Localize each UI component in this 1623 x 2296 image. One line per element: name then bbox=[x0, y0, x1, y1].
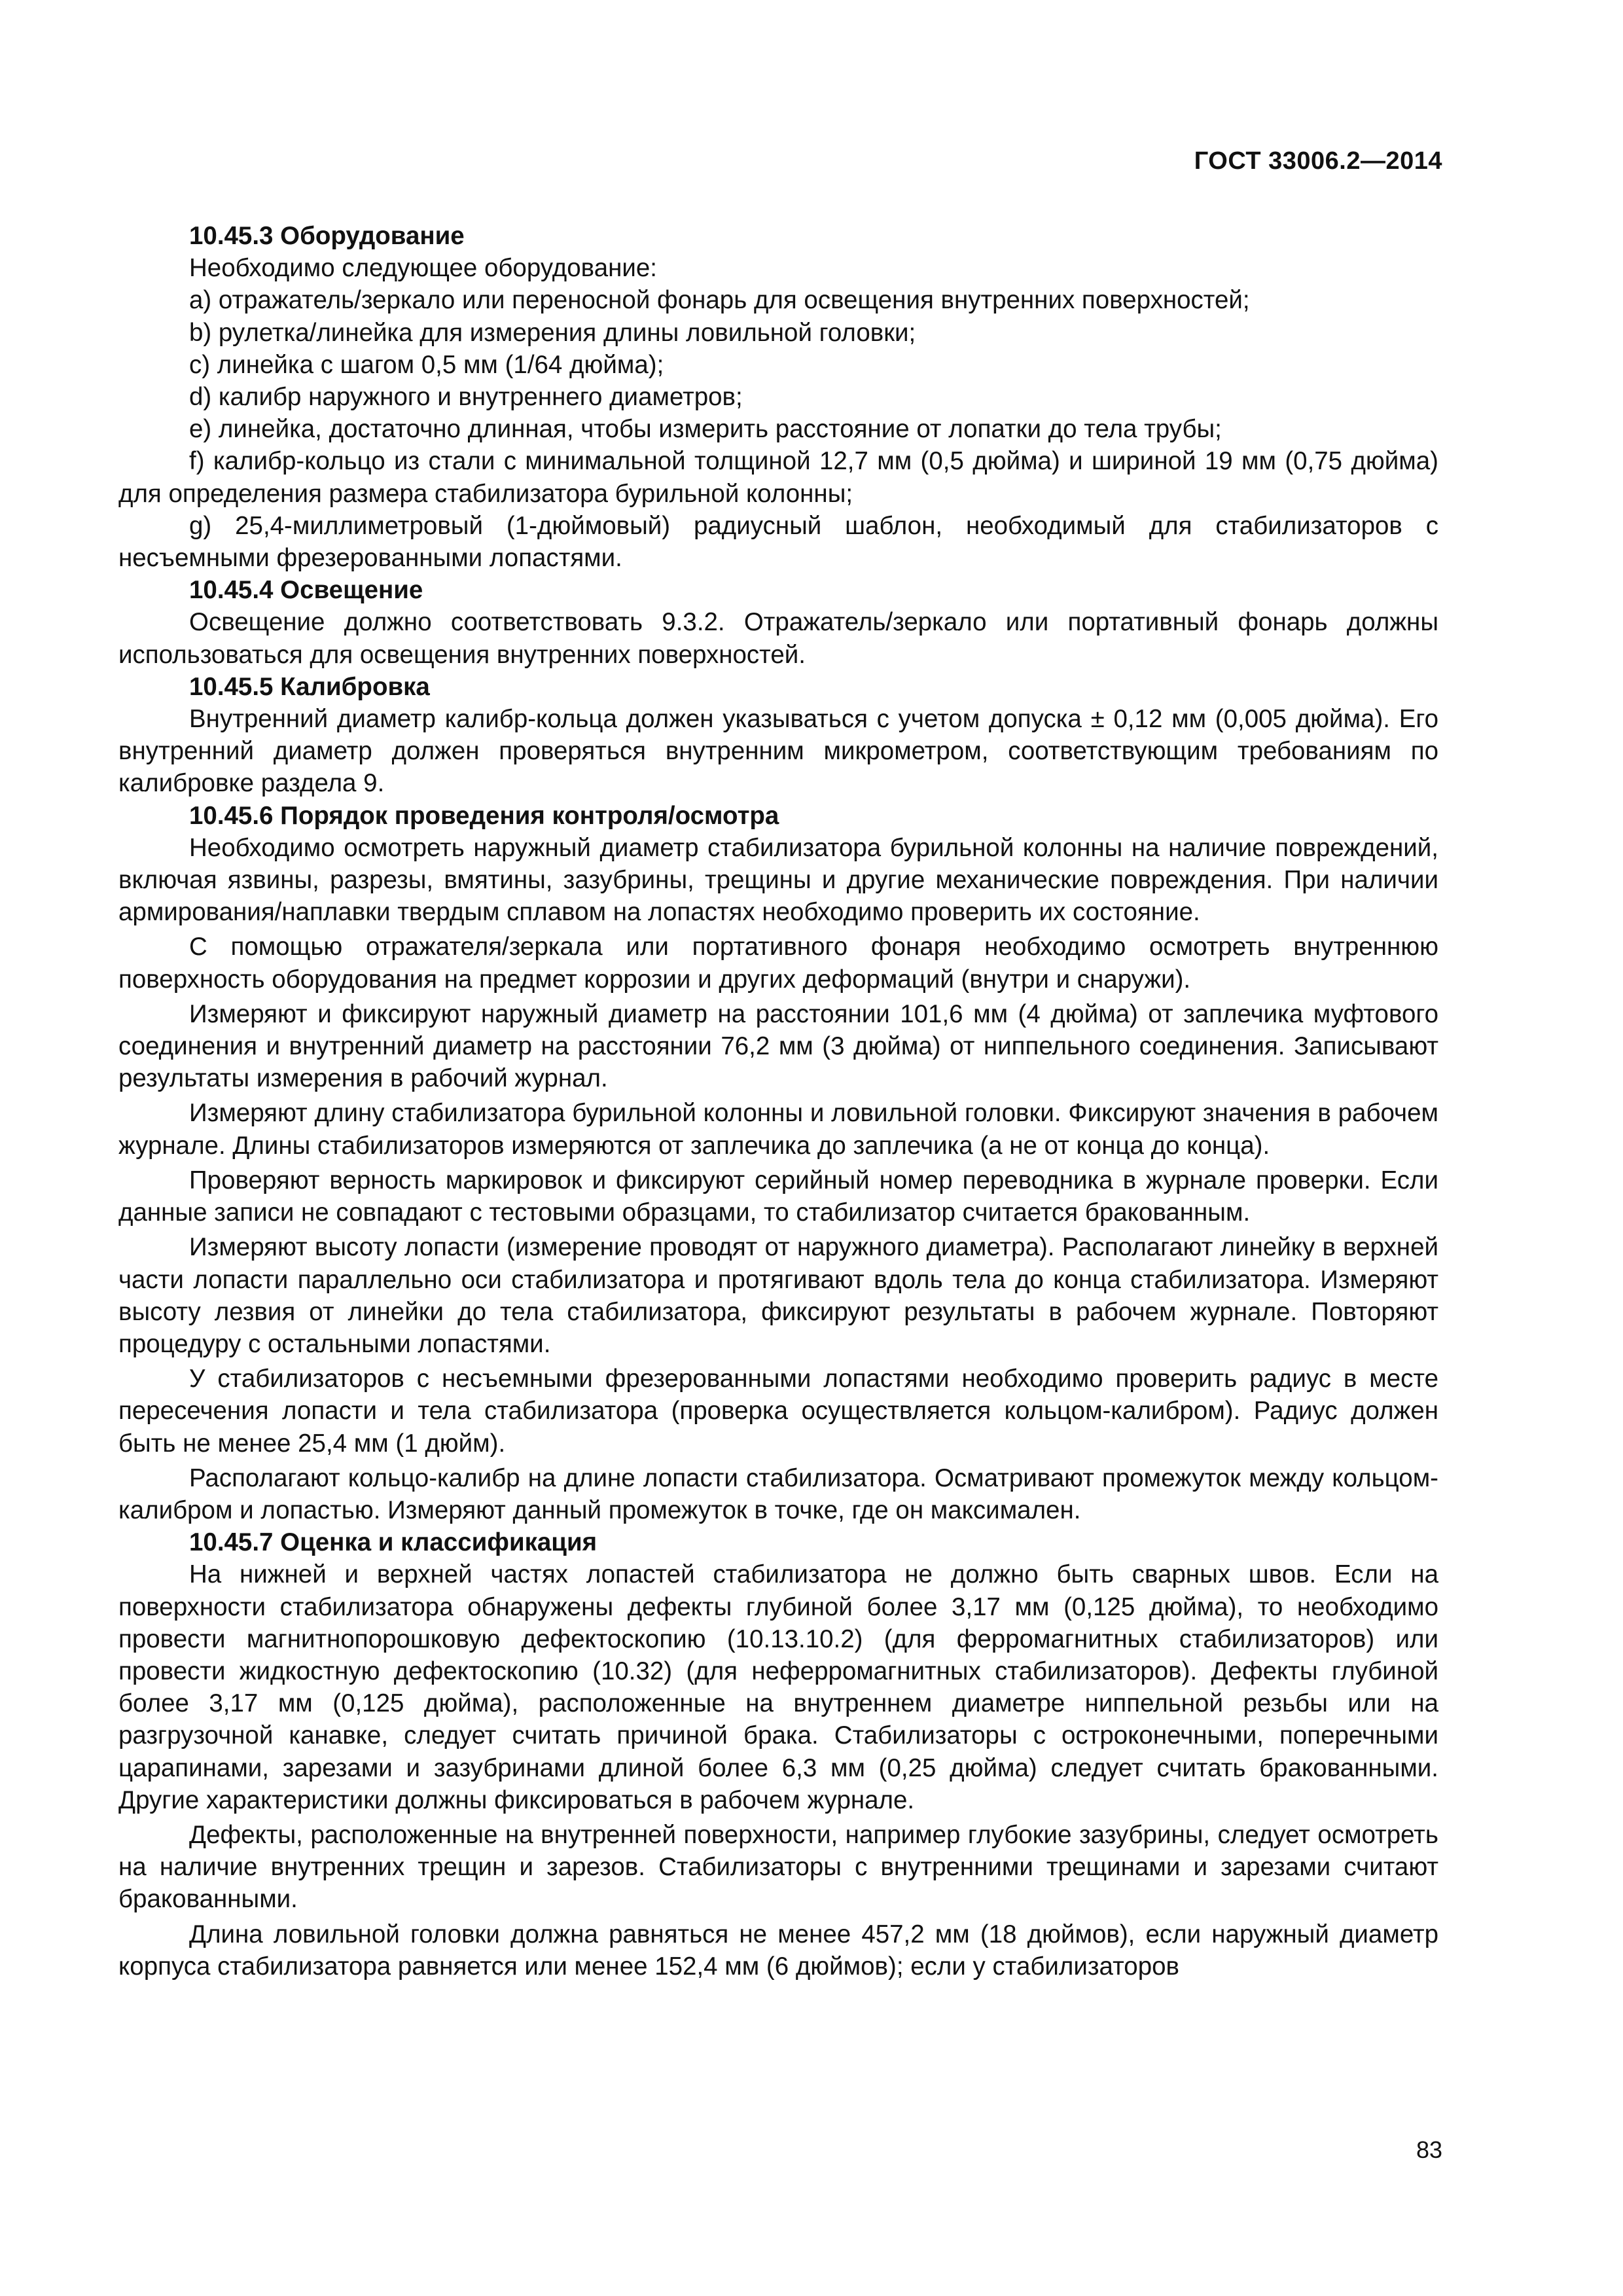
paragraph: Длина ловильной головки должна равняться не менее 457,2 мм (18 дюймов), если наружный диаметр корпуса стабилизатора равняется или менее 152,4 мм (6 дюймов); если у стабилизаторов bbox=[118, 1920, 1438, 1981]
list-item: b) рулетка/линейка для измерения длины ловильной головки; bbox=[189, 318, 916, 347]
section-heading: 10.45.6 Порядок проведения контроля/осмотра bbox=[189, 801, 779, 830]
paragraph: С помощью отражателя/зеркала или портативного фонаря необходимо осмотреть внутреннюю поверхность оборудования на предмет коррозии и других деформаций (внутри и снаружи). bbox=[118, 933, 1438, 994]
section-heading: 10.45.5 Калибровка bbox=[189, 672, 430, 701]
list-item: a) отражатель/зеркало или переносной фонарь для освещения внутренних поверхностей; bbox=[189, 286, 1250, 315]
list-item: f) калибр-кольцо из стали с минимальной толщиной 12,7 мм (0,5 дюйма) и шириной 19 мм (0,75 дюйма) для определения размера стабилизатора бурильной колонны; bbox=[118, 447, 1438, 508]
list-item: d) калибр наружного и внутреннего диаметров; bbox=[189, 383, 743, 412]
list-item: e) линейка, достаточно длинная, чтобы измерить расстояние от лопатки до тела трубы; bbox=[189, 415, 1222, 444]
paragraph: Измеряют и фиксируют наружный диаметр на расстоянии 101,6 мм (4 дюйма) от заплечика муфтового соединения и внутренний диаметр на расстоянии 76,2 мм (3 дюйма) от ниппельного соединения. Записывают результаты измерения в рабочий журнал. bbox=[118, 999, 1438, 1093]
paragraph: Внутренний диаметр калибр-кольца должен указываться с учетом допуска ± 0,12 мм (0,005 дюйма). Его внутренний диаметр должен проверяться внутренним микрометром, соответствующим требованиям по калибровке раздела 9. bbox=[118, 705, 1438, 798]
paragraph: Проверяют верность маркировок и фиксируют серийный номер переводника в журнале проверки. Если данные записи не совпадают с тестовыми образцами, то стабилизатор считается бракованным. bbox=[118, 1166, 1438, 1227]
paragraph: Дефекты, расположенные на внутренней поверхности, например глубокие зазубрины, следует осмотреть на наличие внутренних трещин и зарезов. Стабилизаторы с внутренними трещинами и зарезами считают бракованными. bbox=[118, 1820, 1438, 1914]
paragraph: Освещение должно соответствовать 9.3.2. Отражатель/зеркало или портативный фонарь должны использоваться для освещения внутренних поверхностей. bbox=[118, 608, 1438, 669]
paragraph: Необходимо следующее оборудование: bbox=[189, 254, 657, 283]
document-header: ГОСТ 33006.2—2014 bbox=[1194, 147, 1442, 175]
paragraph: Необходимо осмотреть наружный диаметр стабилизатора бурильной колонны на наличие повреждений, включая язвины, разрезы, вмятины, зазубрины, трещины и другие механические повреждения. При наличии армирования/наплавки твердым сплавом на лопастях необходимо проверить их состояние. bbox=[118, 833, 1438, 927]
paragraph: Измеряют высоту лопасти (измерение проводят от наружного диаметра). Располагают линейку в верхней части лопасти параллельно оси стабилизатора и протягивают вдоль тела до конца стабилизатора. Измеряют высоту лезвия от линейки до тела стабилизатора, фиксируют результаты в рабочем журнале. Повторяют процедуру с остальными лопастями. bbox=[118, 1233, 1438, 1358]
section-heading: 10.45.7 Оценка и классификация bbox=[189, 1528, 597, 1557]
document-body bbox=[118, 220, 1438, 1982]
paragraph: Располагают кольцо-калибр на длине лопасти стабилизатора. Осматривают промежуток между кольцом-калибром и лопастью. Измеряют данный промежуток в точке, где он максимален. bbox=[118, 1463, 1438, 1524]
list-item: c) линейка с шагом 0,5 мм (1/64 дюйма); bbox=[189, 350, 664, 379]
paragraph: На нижней и верхней частях лопастей стабилизатора не должно быть сварных швов. Если на поверхности стабилизатора обнаружены дефекты глубиной более 3,17 мм (0,125 дюйма), то необходимо провести магнитнопорошковую дефектоскопию (10.13.10.2) (для ферромагнитных стабилизаторов) или провести жидкостную дефектоскопию (10.32) (для неферромагнитных стабилизаторов). Дефекты глубиной более 3,17 мм (0,125 дюйма), расположенные на внутреннем диаметре ниппельной резьбы или на разгрузочной канавке, следует считать причиной брака. Стабилизаторы с остроконечными, поперечными царапинами, зарезами и зазубринами длиной более 6,3 мм (0,25 дюйма) следует считать бракованными. Другие характеристики должны фиксироваться в рабочем журнале. bbox=[118, 1560, 1438, 1814]
page-number: 83 bbox=[1416, 2136, 1442, 2163]
section-heading: 10.45.3 Оборудование bbox=[189, 222, 465, 250]
list-item: g) 25,4-миллиметровый (1-дюймовый) радиусный шаблон, необходимый для стабилизаторов с несъемными фрезерованными лопастями. bbox=[118, 511, 1438, 573]
paragraph: Измеряют длину стабилизатора бурильной колонны и ловильной головки. Фиксируют значения в рабочем журнале. Длины стабилизаторов измеряются от заплечика до заплечика (а не от конца до конца). bbox=[118, 1099, 1438, 1160]
paragraph: У стабилизаторов с несъемными фрезерованными лопастями необходимо проверить радиус в месте пересечения лопасти и тела стабилизатора (проверка осуществляется кольцом-калибром). Радиус должен быть не менее 25,4 мм (1 дюйм). bbox=[118, 1365, 1438, 1458]
section-heading: 10.45.4 Освещение bbox=[189, 576, 423, 605]
